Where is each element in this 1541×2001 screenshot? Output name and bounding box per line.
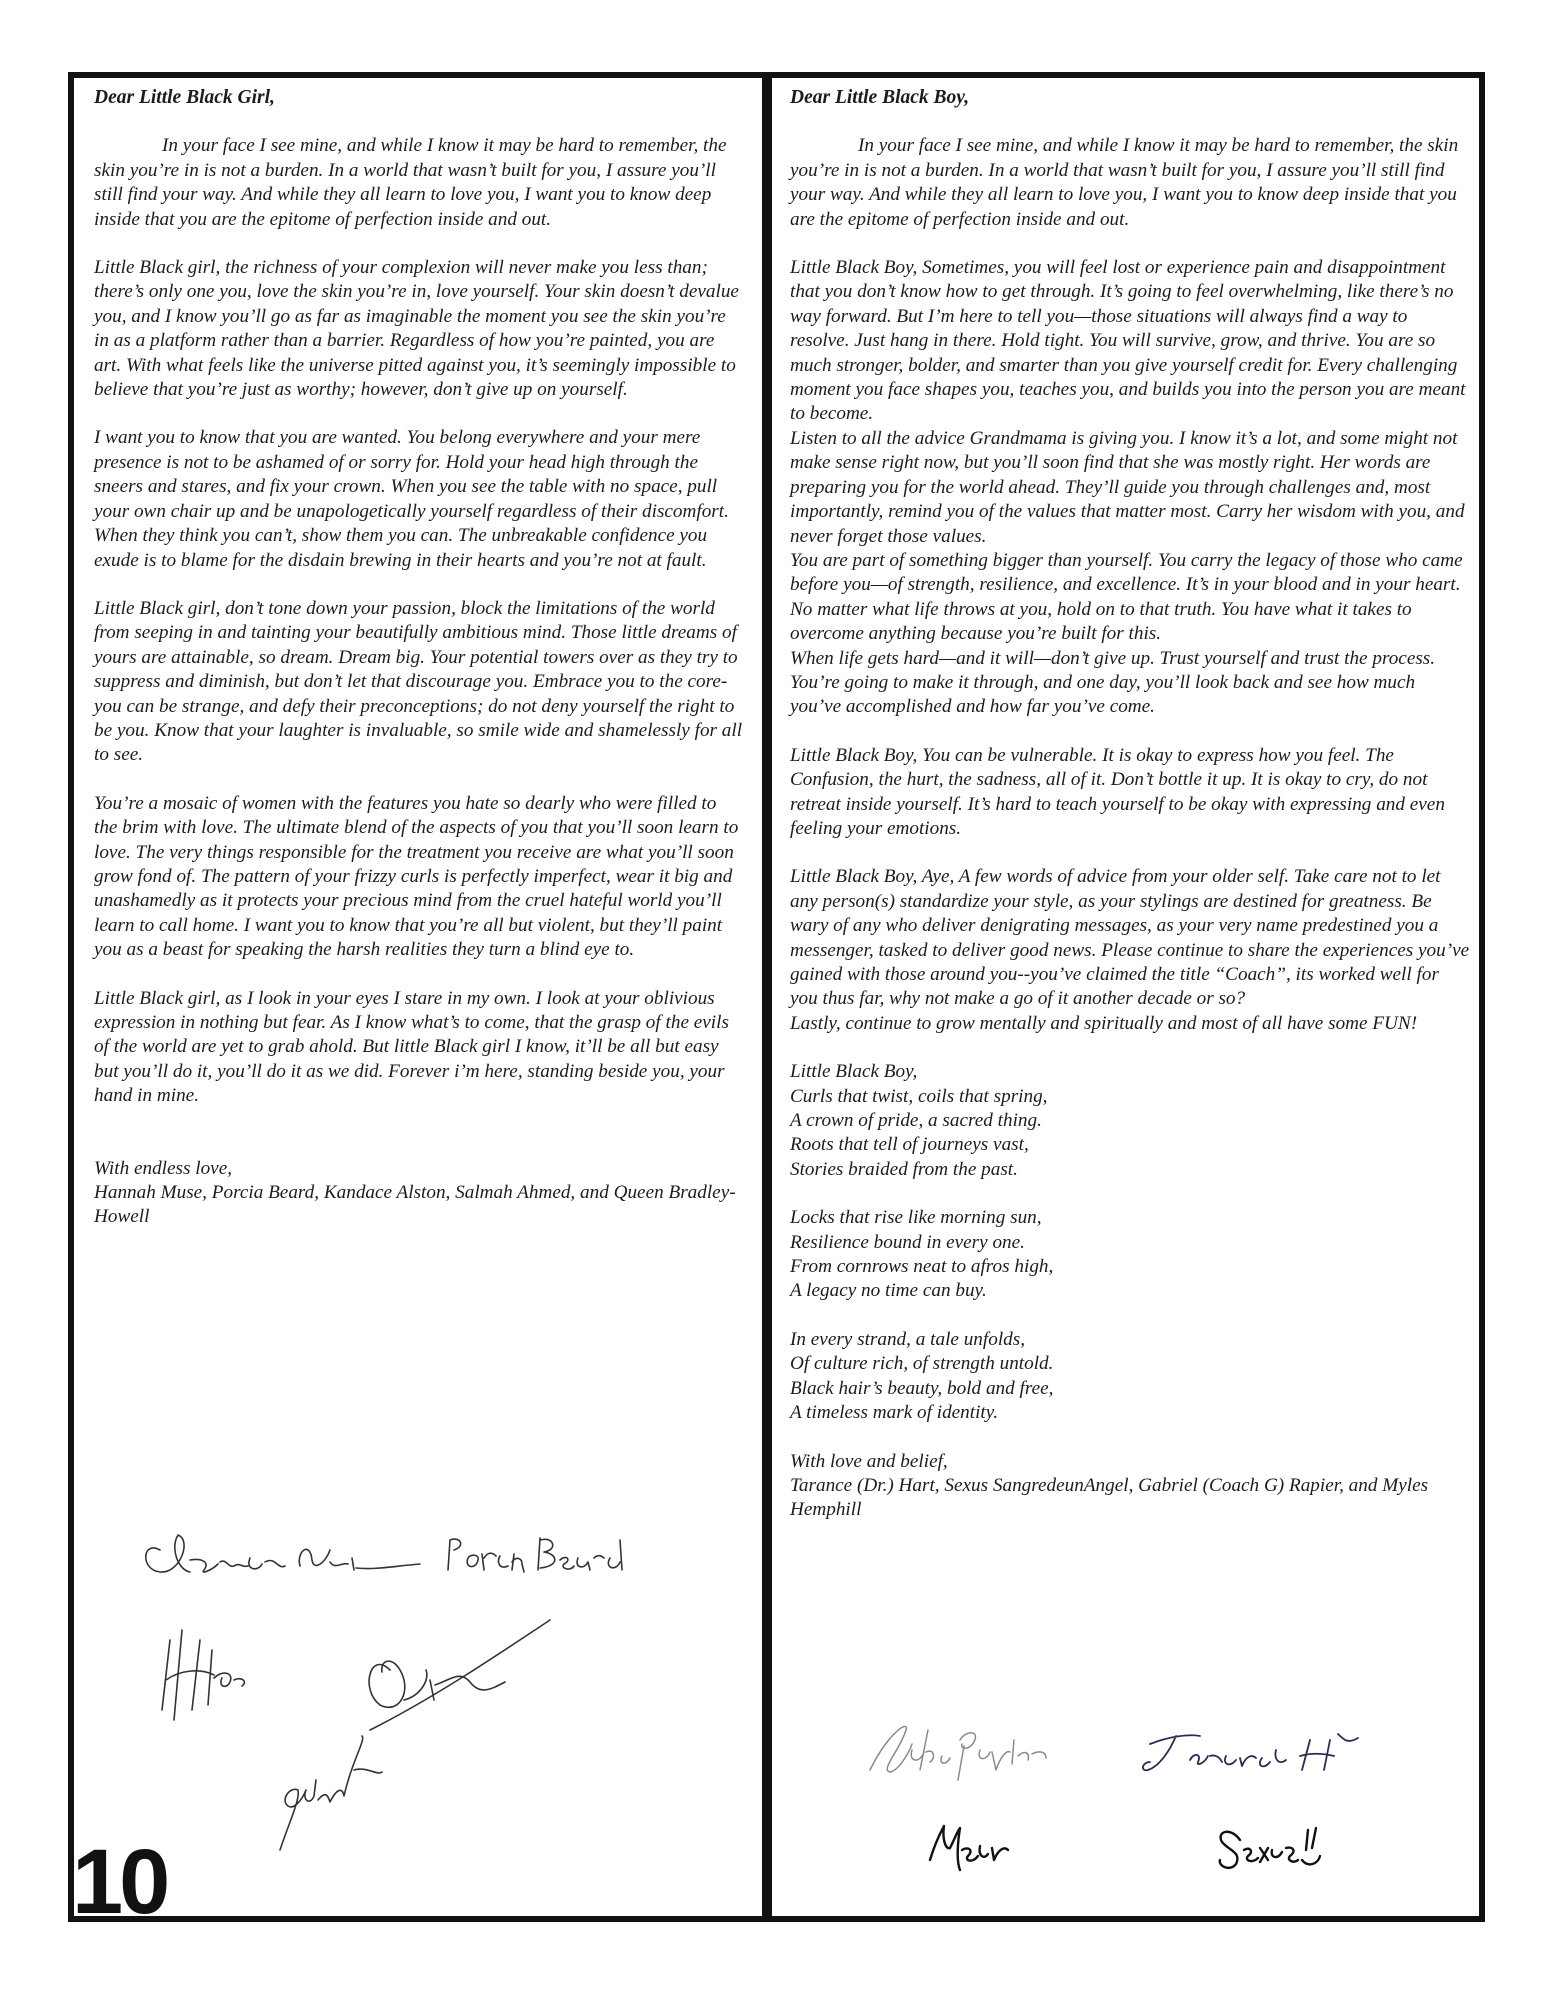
salutation: Dear Little Black Boy, <box>790 87 970 108</box>
signature-block-left <box>130 1500 730 1860</box>
paragraph: I want you to know that you are wanted. You belong everywhere and your mere presence is not to be ashamed of or sorry for. Hold your head high through the sneers and stares, and fix your crown. When you see the table with no space, pull your own chair up and be unapologetically yourself regardless of their discomfort. When they think you can’t, show them you can. The unbreakable confidence you exude is to blame for the disdain brewing in their hearts and you’re not at fault. <box>94 427 729 571</box>
letter-little-black-boy <box>790 86 1470 1523</box>
paragraph: Little Black girl, as I look in your eyes I stare in my own. I look at your oblivious expression in nothing but fear. As I know what’s to come, that the grasp of the evils of the world are yet to grab ahold. But little Black girl I know, it’ll be all but easy but you’ll do it, you’ll do it as we did. Forever i’m here, standing beside you, your hand in mine. <box>94 987 729 1107</box>
salutation: Dear Little Black Girl, <box>94 87 275 108</box>
signers: Tarance (Dr.) Hart, Sexus SangredeunAngel, Gabriel (Coach G) Rapier, and Myles Hemphill <box>790 1474 1429 1521</box>
poem-stanza: Little Black Boy, Curls that twist, coils that spring, A crown of pride, a sacred thing. Roots that tell of journeys vast, Stories braided from the past. <box>790 1061 1048 1180</box>
signature-sexus <box>1220 1828 1320 1868</box>
signature-queen-bradley-howell <box>280 1736 382 1850</box>
signature-porcia-beard <box>448 1538 622 1572</box>
signature-tarance-hart <box>1143 1734 1358 1770</box>
signature-kandace-alston <box>146 1535 420 1572</box>
paragraph: Little Black Boy, Sometimes, you will feel lost or experience pain and disappointment that you don’t know how to get through. It’s going to feel overwhelming, like there’s no way forward. But I’m here to tell you—those situations will always find a way to resolve. Just hang in there. Hold tight. You will survive, grow, and thrive. You are so much stronger, bolder, and smarter than you give yourself credit for. Every challenging moment you face shapes you, teaches you, and builds you into the person you are meant to become. Listen to all the advice Grandmama is giving you. I know it’s a lot, and some might not make sense right now, but you’ll soon find that she was mostly right. Her words are preparing you for the world ahead. They’ll guide you through challenges and, most importantly, remind you of the values that matter most. Carry her wisdom with you, and never forget those values. You are part of something bigger than yourself. You carry the legacy of those who came before you—of strength, resilience, and excellence. It’s in your blood and in your heart. No matter what life throws at you, hold on to that truth. You have what it takes to overcome anything because you’re built for this. When life gets hard—and it will—don’t give up. Trust yourself and trust the process. You’re going to make it through, and one day, you’ll look back and see how much you’ve accomplished and how far you’ve come. <box>790 257 1466 718</box>
poem-stanza: In every strand, a tale unfolds, Of culture rich, of strength untold. Black hair’s beauty, bold and free, A timeless mark of identity. <box>790 1328 1054 1424</box>
page-number: 10 <box>72 1831 167 1933</box>
paragraph: Little Black girl, the richness of your complexion will never make you less than; there’s only one you, love the skin you’re in, love yourself. Your skin doesn’t devalue you, and I know you’ll go as far as imaginable the moment you see the skin you’re in as a platform rather than a barrier. Regardless of how you’re painted, you are art. With what feels like the universe pitted against you, it’s seemingly impossible to believe that you’re just as worthy; however, don’t give up on yourself. <box>94 257 739 401</box>
paragraph: Little Black Boy, Aye, A few words of advice from your older self. Take care not to let any person(s) standardize your style, as your stylings are destined for greatness. Be wary of any who deliver denigrating messages, as your very name predestined you a messenger, tasked to deliver good news. Please continue to share the experiences you’ve gained with those around you--you’ve claimed the title “Coach”, its worked well for you thus far, why not make a go of it another decade or so? Lastly, continue to grow mentally and spiritually and most of all have some FUN! <box>790 866 1470 1034</box>
signature-myles <box>930 1826 1008 1870</box>
signers: Hannah Muse, Porcia Beard, Kandace Alston, Salmah Ahmed, and Queen Bradley-Howell <box>94 1182 736 1228</box>
signature-block-right <box>850 1700 1410 1890</box>
paragraph: In your face I see mine, and while I know it may be hard to remember, the skin you’re in is not a burden. In a world that wasn’t built for you, I assure you’ll still find your way. And while they all learn to love you, I want you to know deep inside that you are the epitome of perfection inside and out. <box>790 135 1459 230</box>
signature-salmah-ahmed <box>369 1620 550 1730</box>
paragraph: In your face I see mine, and while I know it may be hard to remember, the skin you’re in is not a burden. In a world that wasn’t built for you, I assure you’ll still find your way. And while they all learn to love you, I want you to know deep inside that you are the epitome of perfection inside and out. <box>94 135 727 230</box>
paragraph: You’re a mosaic of women with the features you hate so dearly who were filled to the brim with love. The ultimate blend of the aspects of you that you’ll soon learn to love. The very things responsible for the treatment you receive are what you’ll soon grow fond of. The pattern of your frizzy curls is perfectly imperfect, wear it big and unashamedly as it protects your precious mind from the cruel hateful world you’ll learn to call home. I want you to know that you’re all but violent, but they’ll paint you as a beast for speaking the harsh realities they turn a blind eye to. <box>94 792 739 961</box>
closing: With endless love, <box>94 1157 233 1179</box>
paragraph: Little Black girl, don’t tone down your passion, block the limitations of the world from seeping in and tainting your beautifully ambitious mind. Those little dreams of yours are attainable, so dream. Dream big. Your potential towers over as they try to suppress and diminish, but don’t let that discourage you. Embrace you to the core- you can be strange, and defy their preconceptions; do not deny yourself the right to be you. Know that your laughter is invaluable, so smile wide and shamelessly for all to see. <box>94 597 743 766</box>
paragraph: Little Black Boy, You can be vulnerable. It is okay to express how you feel. The Confusion, the hurt, the sadness, all of it. Don’t bottle it up. It is okay to cry, do not retreat inside yourself. It’s hard to teach yourself to be okay with expressing and even feeling your emotions. <box>790 744 1445 839</box>
signature-hannah-muse <box>162 1630 244 1720</box>
closing: With love and belief, <box>790 1450 948 1472</box>
poem-stanza: Locks that rise like morning sun, Resilience bound in every one. From cornrows neat to afros high, A legacy no time can buy. <box>790 1207 1054 1302</box>
signature-gabe-rapier <box>870 1726 1046 1780</box>
letter-little-black-girl <box>94 86 744 1230</box>
column-divider <box>762 72 772 1922</box>
